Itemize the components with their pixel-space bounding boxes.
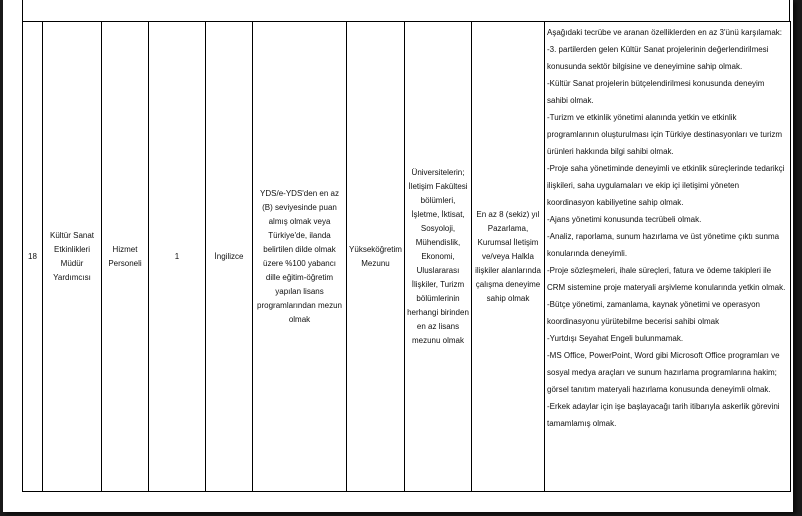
requirement-item: -Turizm ve etkinlik yönetimi alanında yetkin ve etkinlik programlarının oluşturulması için Türkiye destinasyonları ve turizm ürünleri hakkında bilgi sahibi olmak. (547, 113, 783, 156)
requirement-item: -Analiz, raporlama, sunum hazırlama ve üst yönetime çıktı sunma konularında deneyimli. (547, 232, 780, 258)
document-page (3, 0, 793, 512)
education-level-cell: Yükseköğretim Mezunu (347, 22, 405, 492)
requirement-item: -3. partilerden gelen Kültür Sanat projelerinin değerlendirilmesi konusunda sektör bilgisine ve deneyimine sahip olmak. (547, 45, 769, 71)
row-number-cell: 18 (23, 22, 43, 492)
job-listing-table (22, 21, 791, 492)
requirements-cell (545, 22, 791, 492)
requirement-item: -Bütçe yönetimi, zamanlama, kaynak yönetimi ve operasyon koordinasyonu yürütebilme becerisi sahibi olmak (547, 300, 760, 326)
table-row (23, 22, 791, 492)
requirement-item: -Erkek adaylar için işe başlayacağı tarih itibarıyla askerlik görevini tamamlamış olmak. (547, 402, 780, 428)
language-cell: İngilizce (206, 22, 253, 492)
requirement-item: -Ajans yönetimi konusunda tecrübeli olmak. (547, 215, 702, 224)
requirement-item: -Kültür Sanat projelerin bütçelendirilmesi konusunda deneyim sahibi olmak. (547, 79, 765, 105)
staff-class-cell: Hizmet Personeli (102, 22, 149, 492)
language-requirement-cell: YDS/e-YDS'den en az (B) seviyesinde puan almış olmak veya Türkiye'de, ilanda belirtilen dilde olmak üzere %100 yabancı dille eğitim-öğretim yapılan lisans programlarından mezun olmak (253, 22, 347, 492)
experience-cell: En az 8 (sekiz) yıl Pazarlama, Kurumsal İletişim ve/veya Halkla ilişkiler alanlarında çalışma deneyime sahip olmak (472, 22, 545, 492)
departments-cell: Üniversitelerin; İletişim Fakültesi bölümleri, İşletme, İktisat, Sosyoloji, Mühendislik, Ekonomi, Uluslararası İlişkiler, Turizm bölümlerinin herhangi birinden en az lisans mezunu olmak (405, 22, 472, 492)
table-top-border (22, 0, 790, 21)
requirements-intro: Aşağıdaki tecrübe ve aranan özelliklerden en az 3'ünü karşılamak: (547, 28, 782, 37)
requirement-item: -Yurtdışı Seyahat Engeli bulunmamak. (547, 334, 684, 343)
position-title-cell: Kültür Sanat Etkinlikleri Müdür Yardımcısı (43, 22, 102, 492)
requirement-item: -Proje saha yönetiminde deneyimli ve etkinlik süreçlerinde tedarikçi ilişkileri, saha uygulamaları ve ekip içi iletişimi yöneten koordinasyon kabiliyetine sahip olmak. (547, 164, 785, 207)
requirement-item: -Proje sözleşmeleri, ihale süreçleri, fatura ve ödeme takipleri ile CRM sistemine proje materyali arşivleme konularında yetkin olmak. (547, 266, 786, 292)
position-count-cell: 1 (149, 22, 206, 492)
requirement-item: -MS Office, PowerPoint, Word gibi Microsoft Office programları ve sosyal medya araçları ve sunum hazırlama programlarına hakim; görsel tanıtım materyali hazırlama konusunda deneyimli olmak. (547, 351, 780, 394)
